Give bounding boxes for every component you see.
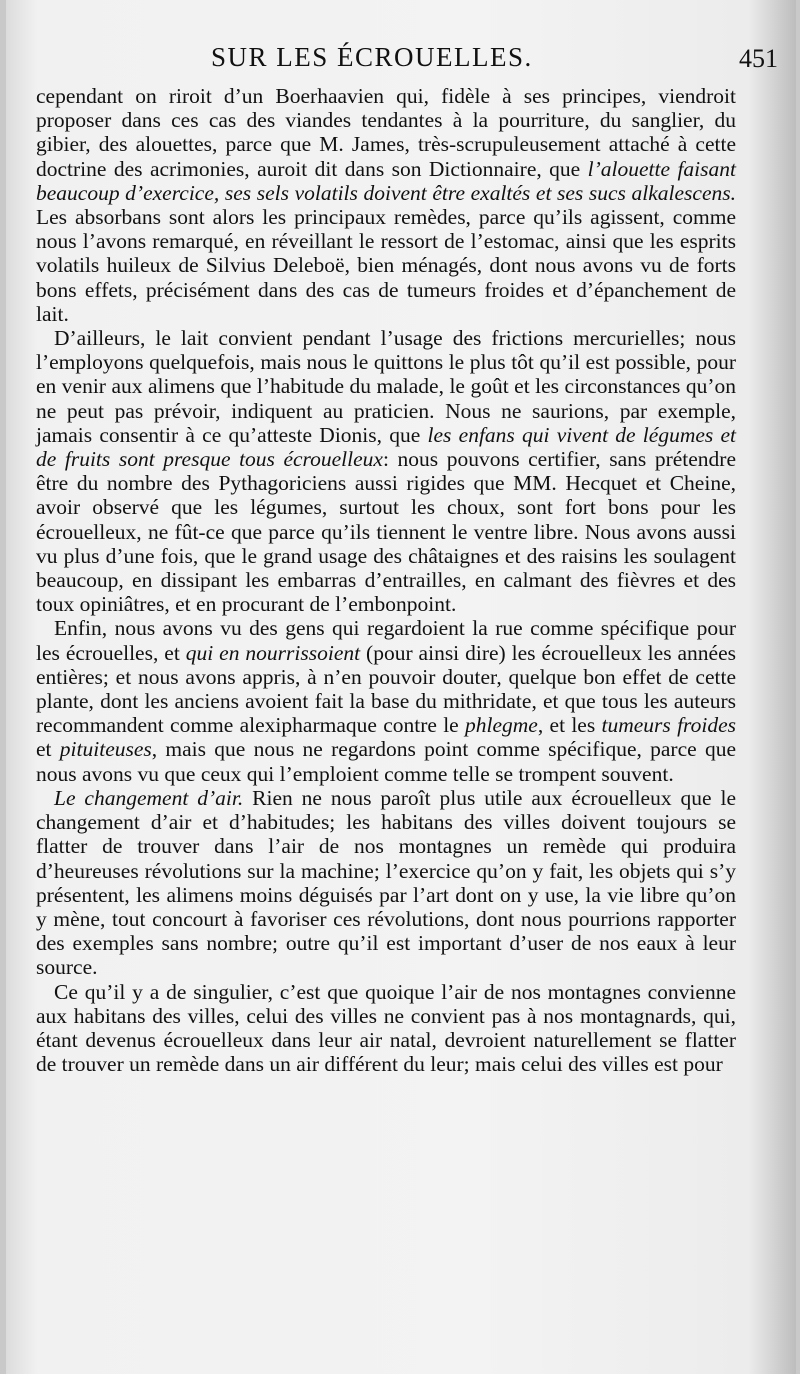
text-run: Les absorbans sont alors les principaux remèdes, parce qu’ils agissent, comme nous l’avons remarqué, en réveillant le ressort de l’estomac, ainsi que les esprits volatils huileux de Silvius Deleboë, bien ménagés, dont nous avons vu de forts bons effets, précisément dans des cas de tumeurs froides et d’épanchement de lait. bbox=[36, 205, 736, 326]
text-run: , mais que nous ne regardons point comme spécifique, parce que nous avons vu que ceux qui l’emploient comme telle se trompent souvent. bbox=[36, 737, 736, 786]
italic-text: qui en nourrissoient bbox=[185, 640, 361, 665]
italic-text: Le changement d’air. bbox=[54, 785, 244, 810]
italic-text: phlegme bbox=[465, 713, 538, 738]
body-text bbox=[36, 84, 736, 1076]
text-run: et bbox=[36, 737, 60, 762]
italic-text: les enfans qui vivent de légumes et de fruits sont presque tous écrouelleux bbox=[36, 422, 736, 472]
italic-text: tumeurs froides bbox=[601, 713, 737, 738]
paragraph bbox=[36, 616, 736, 785]
text-run: Ce qu’il y a de singulier, c’est que quoique l’air de nos montagnes convienne aux habitans des villes, celui des villes ne convient pas à nos montagnards, qui, étant devenus écrouelleux dans leur air natal, devroient naturellement se flatter de trouver un remède dans un air différent du leur; mais celui des villes est pour bbox=[36, 979, 736, 1077]
paragraph bbox=[36, 786, 736, 980]
paragraph bbox=[36, 980, 736, 1077]
running-title: SUR LES ÉCROUELLES. bbox=[211, 42, 533, 72]
text-run: Enfin, nous avons vu des gens qui regardoient la rue comme spécifique pour les écrouelles, et bbox=[36, 616, 736, 665]
text-run: Rien ne nous paroît plus utile aux écrouelleux que le changement d’air et d’habitudes; les habitans des villes doivent toujours se flatter de trouver dans l’air de nos montagnes un remède qui produira d’heureuses révolutions sur la machine; l’exercice qu’on y fait, les objets qui s’y présentent, les alimens moins déguisés par l’art dont on y use, la vie libre qu’on y mène, tout concourt à favoriser ces révolutions, dont nous pourrions rapporter des exemples sans nombre; outre qu’il est important d’user de nos eaux à leur source. bbox=[36, 785, 736, 980]
page-header bbox=[6, 42, 796, 82]
paragraph bbox=[36, 326, 736, 616]
italic-text: l’alouette faisant beaucoup d’exercice, ses sels volatils doivent être exaltés et ses sucs alkalescens. bbox=[36, 156, 736, 205]
book-page bbox=[6, 0, 796, 1374]
paragraph bbox=[36, 84, 736, 326]
page-number: 451 bbox=[739, 44, 778, 73]
text-run: , et les bbox=[537, 713, 602, 738]
text-run: : nous pouvons certifier, sans prétendre être du nombre des Pythagoriciens aussi rigides que MM. Hecquet et Cheine, avoir observé que les légumes, surtout les choux, sont fort bons pour les écrouelleux, ne fût-ce que parce qu’ils tiennent le ventre libre. Nous avons aussi vu plus d’une fois, que le grand usage des châtaignes et des raisins les soulagent beaucoup, en dissipant les embarras d’entrailles, en calmant des fièvres et des toux opiniâtres, et en procurant de l’embonpoint. bbox=[36, 447, 736, 617]
text-run: (pour ainsi dire) les écrouelleux les années entières; et nous avons appris, à n’en pouvoir douter, quelque bon effet de cette plante, dont les anciens avoient fait la base du mithridate, et que tous les auteurs recommandent comme alexipharmaque contre le bbox=[36, 640, 736, 738]
italic-text: pituiteuses bbox=[59, 737, 152, 762]
text-run: D’ailleurs, le lait convient pendant l’usage des frictions mercurielles; nous l’employons quelquefois, mais nous le quittons le plus tôt qu’il est possible, pour en venir aux alimens que l’habitude du malade, le goût et les circonstances qu’on ne peut pas prévoir, indiquent au praticien. Nous ne saurions, par exemple, jamais consentir à ce qu’atteste Dionis, que bbox=[36, 326, 736, 447]
text-run: cependant on riroit d’un Boerhaavien qui, fidèle à ses principes, viendroit proposer dans ces cas des viandes tendantes à la pourriture, du sanglier, du gibier, des alouettes, parce que M. James, très-scrupuleusement attaché à cette doctrine des acrimonies, auroit dit dans son Dictionnaire, que bbox=[36, 84, 736, 181]
